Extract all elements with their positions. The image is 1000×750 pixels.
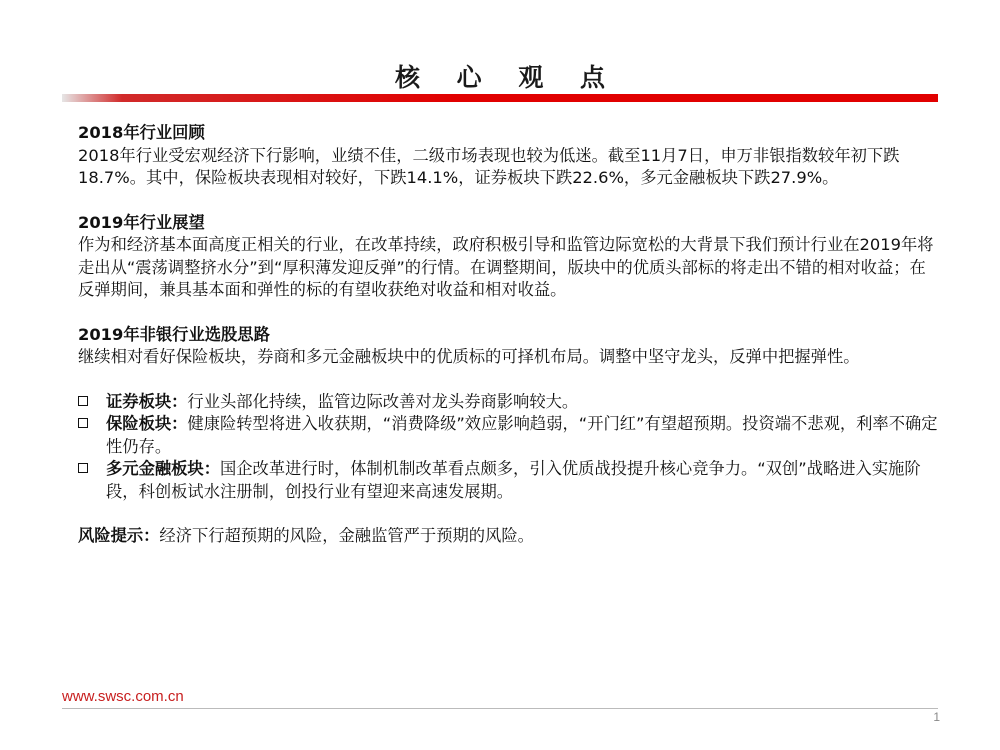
footer-website-link[interactable]: www.swsc.com.cn — [62, 688, 184, 705]
section-body: 继续相对看好保险板块，券商和多元金融板块中的优质标的可择机布局。调整中坚守龙头，反弹中把握弹性。 — [78, 347, 860, 366]
checkbox-bullet-icon — [78, 463, 88, 473]
risk-text: 经济下行超预期的风险，金融监管严于预期的风险。 — [159, 526, 534, 545]
page-number: 1 — [933, 710, 940, 724]
bullet-list — [78, 391, 940, 504]
page-title: 核 心 观 点 — [394, 63, 620, 92]
bullet-text: 国企改革进行时，体制机制改革看点颇多，引入优质战投提升核心竞争力。“双创”战略进入实施阶段，科创板试水注册制，创投行业有望迎来高速发展期。 — [106, 459, 921, 501]
bullet-label: 多元金融板块： — [106, 459, 220, 478]
bullet-label: 保险板块： — [106, 414, 188, 433]
bullet-text: 健康险转型将进入收获期，“消费降级”效应影响趋弱，“开门红”有望超预期。投资端不悲观，利率不确定性仍存。 — [106, 414, 938, 456]
bullet-securities — [78, 391, 940, 414]
section-2018-review — [78, 122, 940, 190]
section-heading: 2019年行业展望 — [78, 212, 205, 232]
checkbox-bullet-icon — [78, 418, 88, 428]
section-stock-picking — [78, 324, 940, 369]
content-body — [78, 122, 940, 548]
section-heading: 2019年非银行业选股思路 — [78, 324, 270, 344]
section-2019-outlook — [78, 212, 940, 302]
section-heading: 2018年行业回顾 — [78, 123, 205, 142]
bullet-label: 证券板块： — [106, 391, 188, 411]
section-body: 2018年行业受宏观经济下行影响，业绩不佳，二级市场表现也较为低迷。截至11月7日，申万非银指数较年初下跌18.7%。其中，保险板块表现相对较好，下跌14.1%，证券板块下跌22.6%，多元金融板块下跌27.9%。 — [78, 145, 900, 187]
risk-label: 风险提示： — [78, 526, 160, 545]
bullet-diversified-finance — [78, 458, 940, 503]
footer-divider — [62, 708, 938, 709]
section-body: 作为和经济基本面高度正相关的行业，在改革持续，政府积极引导和监管边际宽松的大背景下我们预计行业在2019年将走出从“震荡调整挤水分”到“厚积薄发迎反弹”的行情。在调整期间，版块中的优质头部标的将走出不错的相对收益；在反弹期间，兼具基本面和弹性的标的有望收获绝对收益和相对收益。 — [78, 235, 934, 299]
bullet-insurance — [78, 413, 940, 458]
bullet-text: 行业头部化持续，监管边际改善对龙头券商影响较大。 — [187, 391, 579, 411]
risk-note — [78, 525, 940, 548]
title-divider — [62, 94, 938, 102]
checkbox-bullet-icon — [78, 396, 88, 406]
